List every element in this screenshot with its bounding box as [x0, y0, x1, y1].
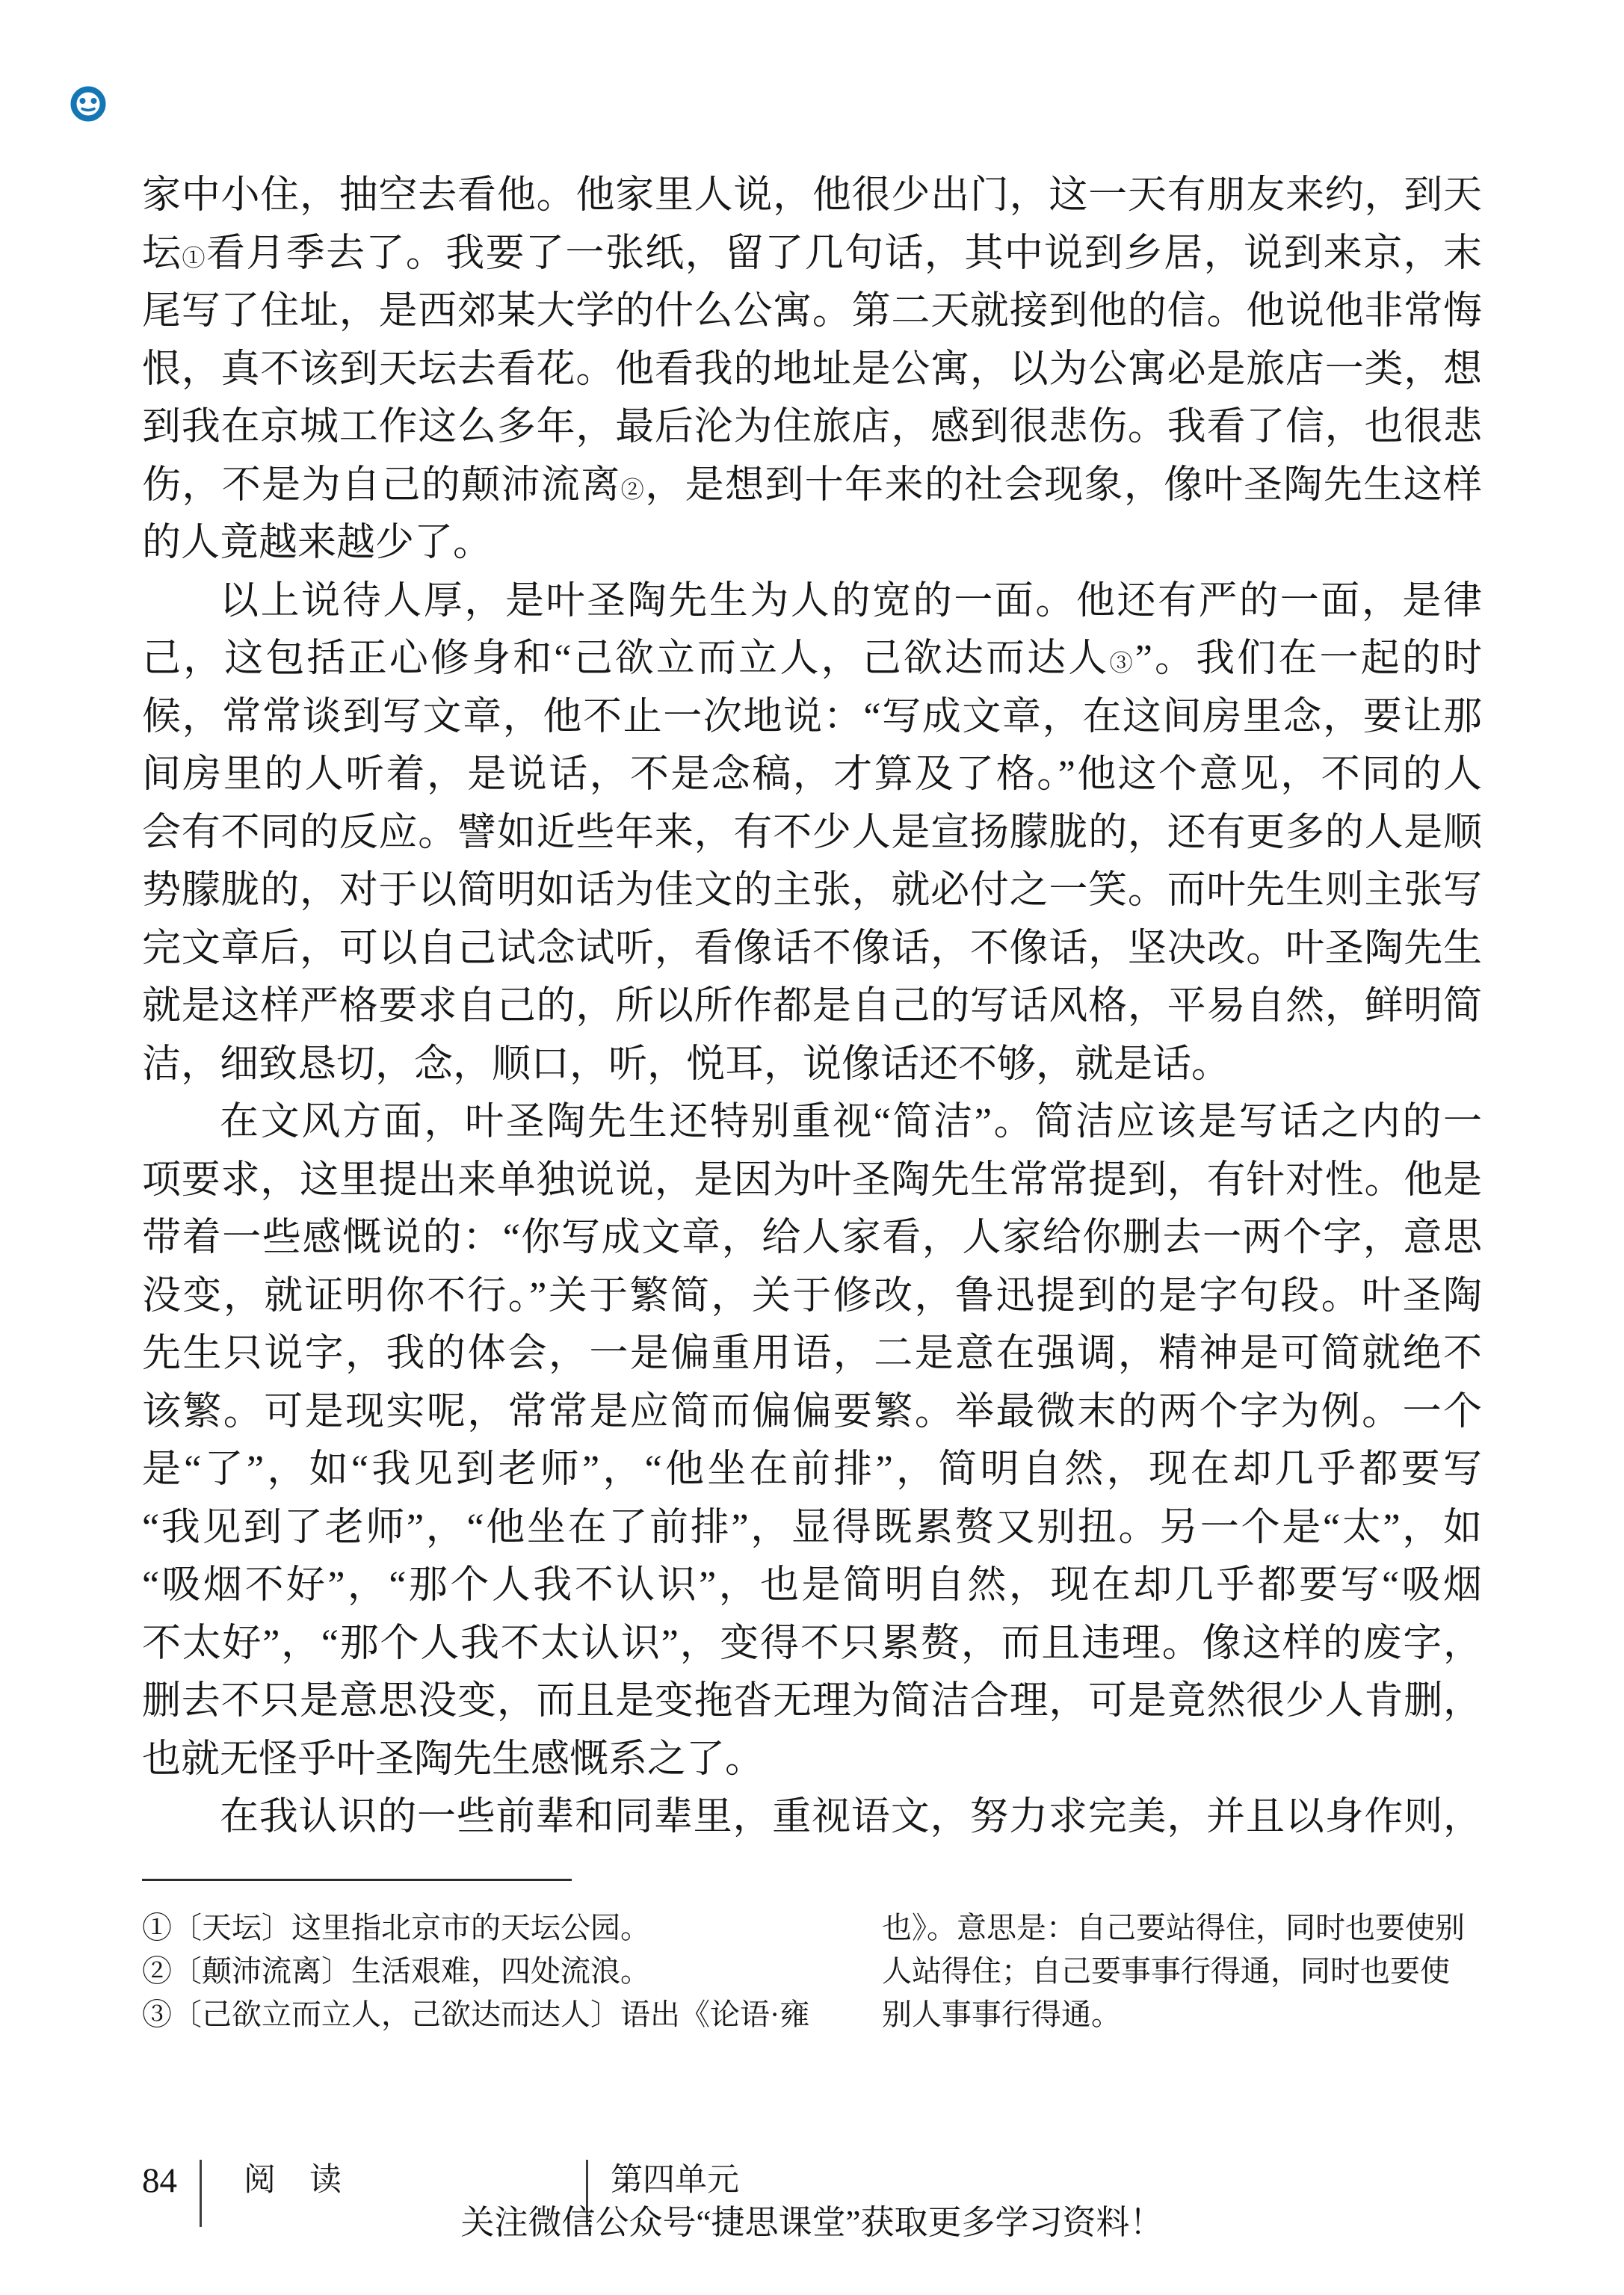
- body-text-line: 坛①看月季去了。我要了一张纸，留了几句话，其中说到乡居，说到来京，末: [142, 232, 1482, 275]
- body-text-line: 己，这包括正心修身和“己欲立而立人，己欲达而达人③”。我们在一起的时: [142, 637, 1482, 680]
- body-text-line: 就是这样严格要求自己的，所以所作都是自己的写话风格，平易自然，鲜明简: [142, 985, 1482, 1028]
- footnotes-right-column: [882, 1906, 1482, 2036]
- body-text-line: 候，常常谈到写文章，他不止一次地说：“写成文章，在这间房里念，要让那: [142, 695, 1482, 738]
- footnotes-left-column: [142, 1906, 810, 2036]
- body-text-line: 没变，就证明你不行。”关于繁简，关于修改，鲁迅提到的是字句段。叶圣陶: [142, 1274, 1482, 1318]
- page-number: 84: [142, 2161, 177, 2200]
- smiley-right-eye: [91, 98, 97, 104]
- watermark-text: 关注微信公众号“捷思课堂”获取更多学习资料！: [460, 2204, 1164, 2241]
- smiley-face-icon: [70, 86, 106, 122]
- body-text-line: 洁，细致恳切，念，顺口，听，悦耳，说像话还不够，就是话。: [142, 1043, 1231, 1086]
- body-text-line: 完文章后，可以自己试念试听，看像话不像话，不像话，坚决改。叶圣陶先生: [142, 927, 1482, 970]
- body-text-line: 间房里的人听着，是说话，不是念稿，才算及了格。”他这个意见，不同的人: [142, 753, 1482, 796]
- body-text-line: 该繁。可是现实呢，常常是应简而偏偏要繁。举最微末的两个字为例。一个: [142, 1390, 1482, 1433]
- body-text-line: 以上说待人厚，是叶圣陶先生为人的宽的一面。他还有严的一面，是律: [220, 579, 1482, 623]
- footnote-item: ③〔己欲立而立人，己欲达而达人〕语出《论语·雍: [142, 1998, 810, 2031]
- body-text-line: 伤，不是为自己的颠沛流离②，是想到十年来的社会现象，像叶圣陶先生这样: [142, 463, 1482, 507]
- body-text: [142, 167, 1482, 1847]
- body-text-line: 到我在京城工作这么多年，最后沦为住旅店，感到很悲伤。我看了信，也很悲: [142, 406, 1482, 448]
- footnote-continuation: 别人事事行得通。: [882, 1998, 1121, 2031]
- body-text-line: 在文风方面，叶圣陶先生还特别重视“简洁”。简洁应该是写话之内的一: [220, 1101, 1482, 1143]
- body-text-line: “我见到了老师”，“他坐在了前排”，显得既累赘又别扭。另一个是“太”，如: [142, 1506, 1482, 1549]
- body-text-line: 不太好”，“那个人我不太认识”，变得不只累赘，而且违理。像这样的废字，: [142, 1622, 1482, 1665]
- smiley-mouth: [82, 109, 94, 111]
- body-text-line: 家中小住，抽空去看他。他家里人说，他很少出门，这一天有朋友来约，到天: [142, 174, 1482, 217]
- body-text-line: 项要求，这里提出来单独说说，是因为叶圣陶先生常常提到，有针对性。他是: [142, 1158, 1482, 1202]
- body-text-line: 的人竟越来越少了。: [142, 522, 493, 564]
- body-text-line: 尾写了住址，是西郊某大学的什么公寓。第二天就接到他的信。他说他非常悔: [142, 290, 1482, 333]
- footnote-continuation: 也》。意思是：自己要站得住，同时也要使别: [882, 1911, 1465, 1945]
- smiley-ring: [74, 90, 103, 119]
- footer-section-label: 阅读: [244, 2163, 375, 2198]
- body-text-line: 势朦胧的，对于以简明如话为佳文的主张，就必付之一笑。而叶先生则主张写: [142, 869, 1482, 912]
- body-text-line: 是“了”，如“我见到老师”，“他坐在前排”，简明自然，现在却几乎都要写: [142, 1448, 1482, 1491]
- body-text-line: 删去不只是意思没变，而且是变拖沓无理为简洁合理，可是竟然很少人肯删，: [142, 1680, 1482, 1723]
- footnote-item: ②〔颠沛流离〕生活艰难，四处流浪。: [142, 1954, 650, 1988]
- body-text-line: 先生只说字，我的体会，一是偏重用语，二是意在强调，精神是可简就绝不: [142, 1332, 1482, 1375]
- body-text-line: 会有不同的反应。譬如近些年来，有不少人是宣扬朦胧的，还有更多的人是顺: [142, 811, 1482, 854]
- body-text-line: 带着一些感慨说的：“你写成文章，给人家看，人家给你删去一两个字，意思: [142, 1217, 1482, 1259]
- footnote-item: ①〔天坛〕这里指北京市的天坛公园。: [142, 1911, 650, 1945]
- footnote-divider: [142, 1879, 572, 1881]
- body-text-line: 恨，真不该到天坛去看花。他看我的地址是公寓，以为公寓必是旅店一类，想: [142, 348, 1482, 391]
- body-text-line: 在我认识的一些前辈和同辈里，重视语文，努力求完美，并且以身作则，: [220, 1796, 1482, 1838]
- footer-unit-label: 第四单元: [611, 2163, 739, 2198]
- smiley-left-eye: [80, 98, 86, 104]
- body-text-line: “吸烟不好”，“那个人我不认识”，也是简明自然，现在却几乎都要写“吸烟: [142, 1564, 1482, 1607]
- body-text-line: 也就无怪乎叶圣陶先生感慨系之了。: [142, 1738, 765, 1781]
- footnote-continuation: 人站得住；自己要事事行得通，同时也要使: [882, 1954, 1450, 1988]
- footnotes: [142, 1906, 1482, 2036]
